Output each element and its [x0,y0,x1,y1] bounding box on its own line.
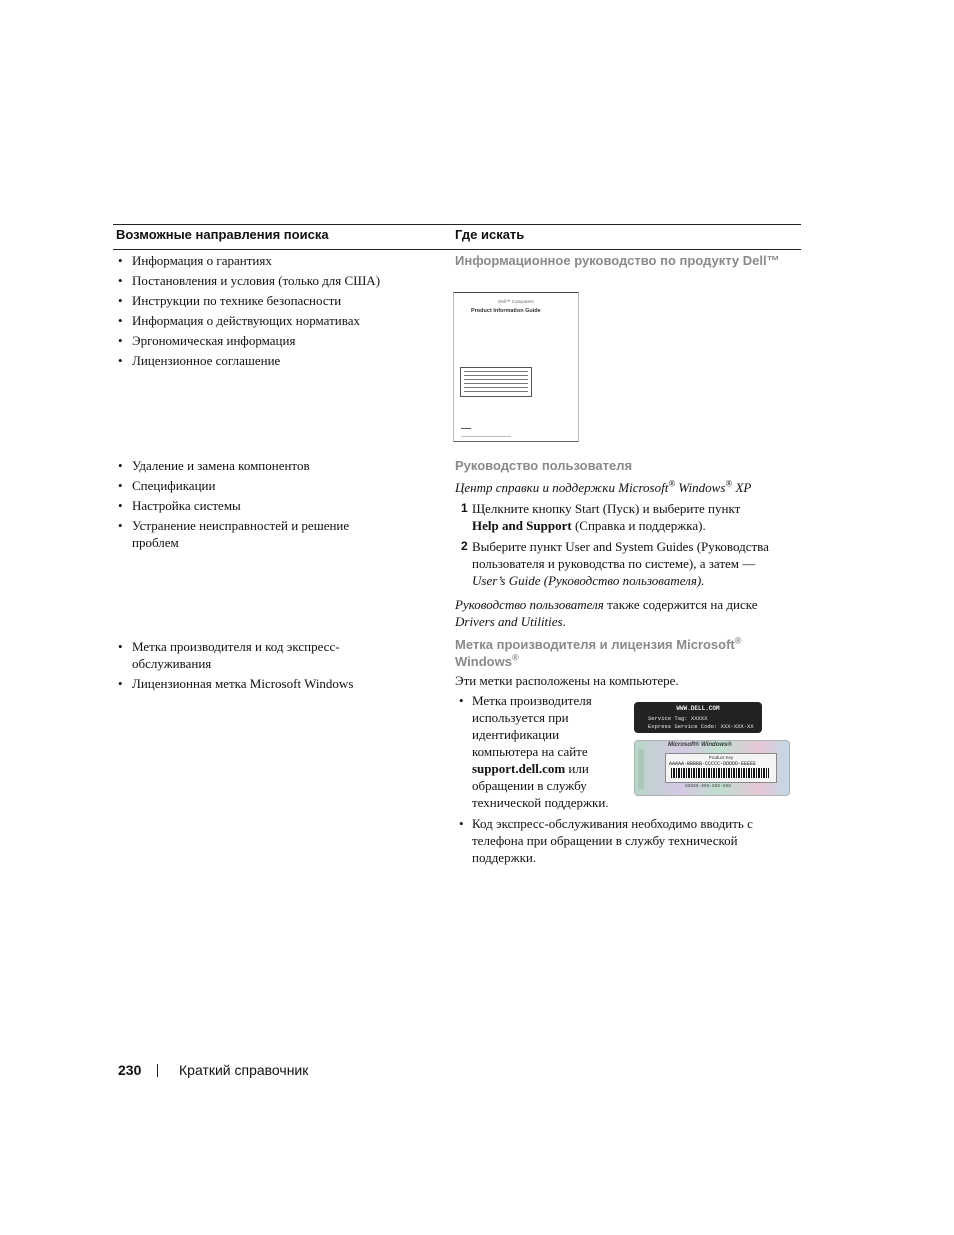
product-key-box [665,753,777,783]
product-guide-thumbnail [453,292,579,442]
coa-side-strip [638,749,644,789]
service-tag-line: Service Tag: XXXXX [648,715,708,722]
row3-bullet-2 [457,815,777,866]
product-key-title: Product Key [708,755,734,760]
thumb-brand: Dell™ Computers [498,299,534,304]
row2-heading: Руководство пользователя [455,458,633,473]
row1-list [116,252,386,372]
thumb-footer-line [461,436,511,437]
express-code-line: Express Service Code: XXX-XXX-XX [648,723,754,730]
service-tag-url: WWW.DELL.COM [676,705,720,712]
list-item: • Метка производителя используется при идентификации компьютера на сайте support.dell.com или обращении в службу технической поддержки. [457,692,617,811]
table-header-rule [113,249,801,250]
list-item: • Настройка системы [116,497,386,514]
list-item: • Удаление и замена компонентов [116,457,386,474]
list-item: • Лицензионное соглашение [116,352,386,369]
thumb-title: Product Information Guide [471,308,541,314]
step-2: 2 Выберите пункт User and System Guides (Руководства пользователя и руководства по системе), а затем — User’s Guide (Руководство пользователя). [461,539,769,588]
help-center-subtitle: Центр справки и поддержки Microsoft® Windows® XP [455,478,752,495]
thumb-warning-box [460,367,532,397]
list-item: • Инструкции по технике безопасности [116,292,386,309]
row3-list [116,638,366,695]
footer-separator [157,1064,158,1077]
guide-disc-note: Руководство пользователя также содержится на диске Drivers and Utilities. [455,597,758,629]
list-item: • Постановления и условия (только для США) [116,272,386,289]
list-item: • Эргономическая информация [116,332,386,349]
list-item: • Метка производителя и код экспресс-обслуживания [116,638,366,672]
product-key-value: AAAAA-BBBBB-CCCCC-DDDDD-EEEEE [669,761,757,767]
barcode [671,768,769,778]
row3-bullet-1 [457,692,617,811]
windows-logo-text: Microsoft® Windows® [668,742,732,748]
row3-heading: Метка производителя и лицензия Microsoft® Windows® [455,635,742,669]
labels-intro: Эти метки расположены на компьютере. [455,673,679,688]
list-item: • Устранение неисправностей и решение проблем [116,517,386,551]
footer-title: Краткий справочник [179,1062,309,1078]
windows-license-label-image [634,740,790,796]
thumb-footer-mark [461,428,471,429]
header-left: Возможные направления поиска [116,227,329,242]
row2-list [116,457,386,554]
list-item: • Информация о гарантиях [116,252,386,269]
header-right: Где искать [455,227,525,242]
list-item: • Код экспресс-обслуживания необходимо вводить с телефона при обращении в службу технической поддержки. [457,815,777,866]
list-item: • Информация о действующих нормативах [116,312,386,329]
list-item: • Лицензионная метка Microsoft Windows [116,675,366,692]
list-item: • Спецификации [116,477,386,494]
service-tag-label-image [634,702,762,733]
product-code: XXXXX-XXX-XXX-XXX [685,784,731,789]
row1-heading: Информационное руководство по продукту Dell™ [455,253,780,268]
page-number: 230 [118,1062,142,1078]
step-1: 1 Щелкните кнопку Start (Пуск) и выберите пункт Help and Support (Справка и поддержка). [461,501,741,533]
table-top-rule [113,224,801,225]
